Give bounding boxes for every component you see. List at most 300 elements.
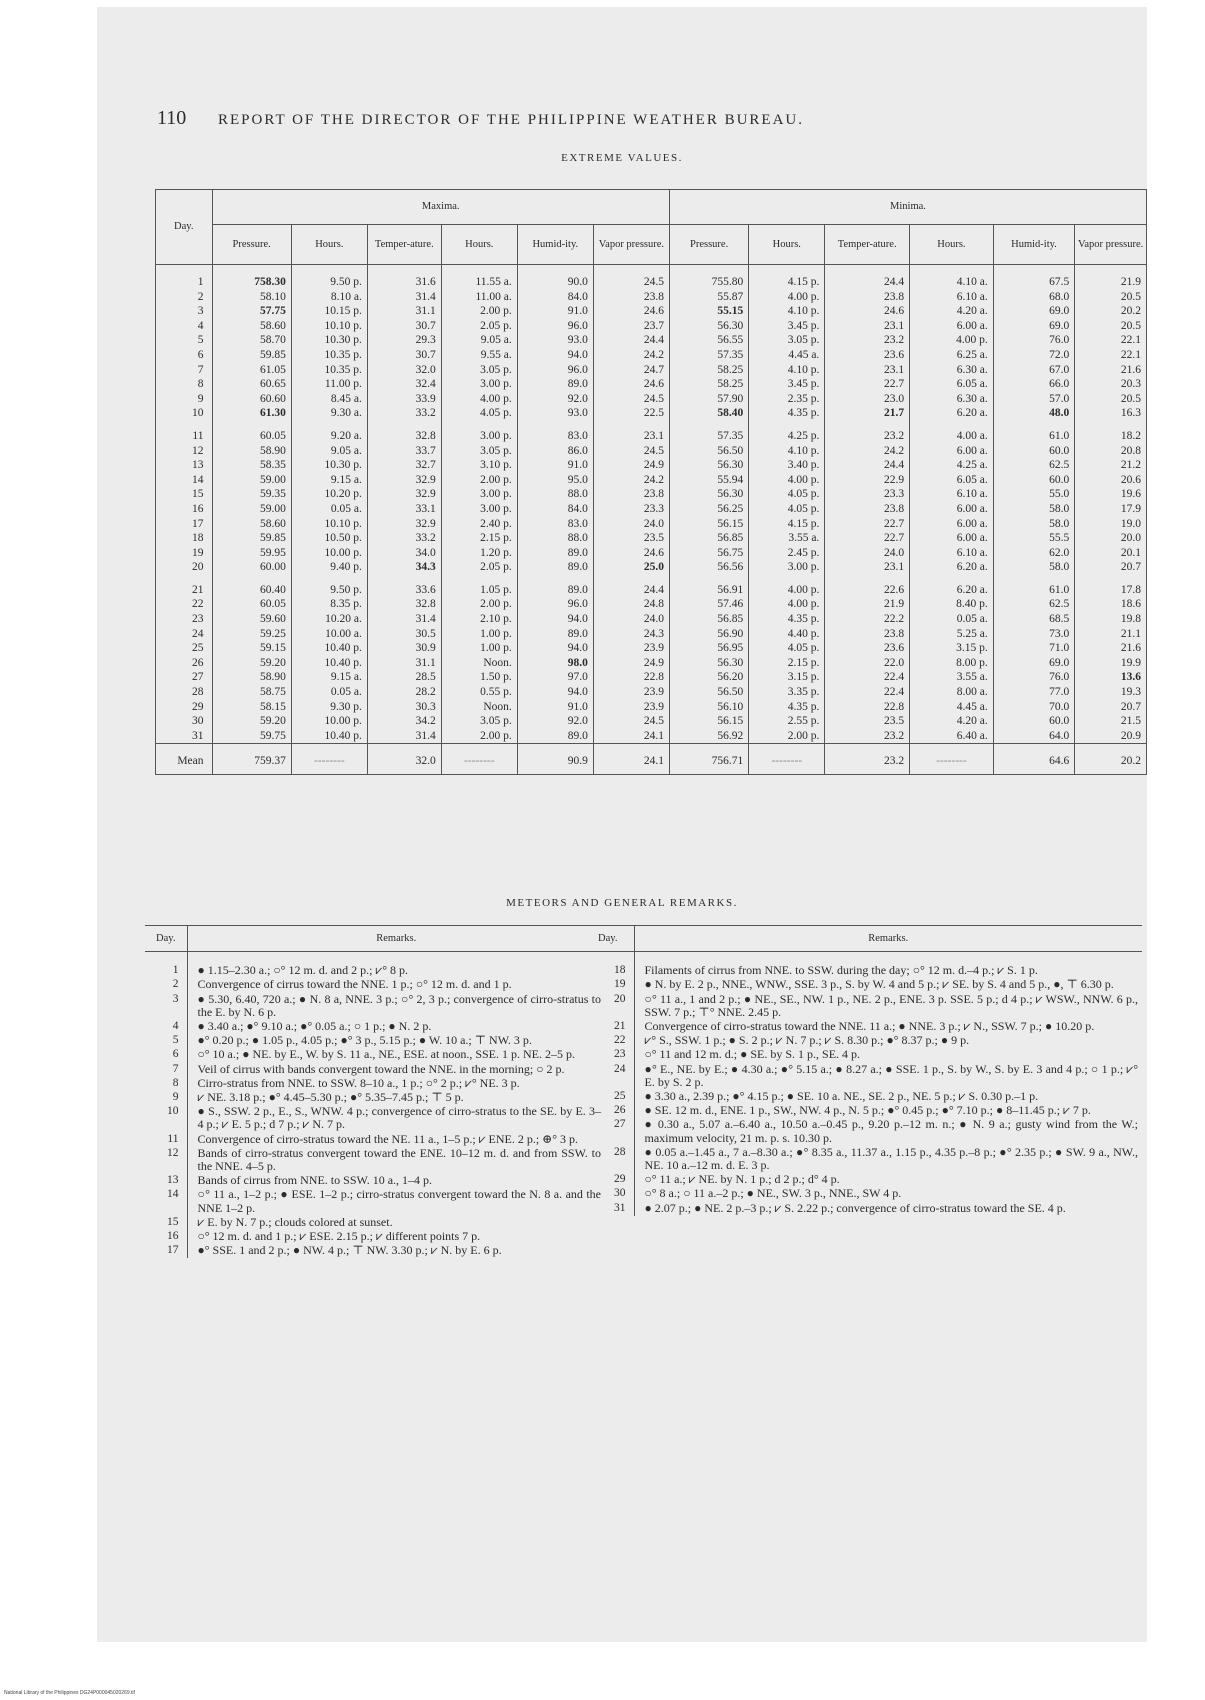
value-cell: 8.45 a.	[291, 392, 367, 407]
value-cell: 24.4	[825, 265, 910, 290]
value-cell: 4.00 a.	[910, 421, 994, 444]
remark-day: 17	[145, 1244, 187, 1258]
value-cell: 6.20 a.	[910, 560, 994, 575]
value-cell: 8.00 p.	[910, 656, 994, 671]
table-row	[156, 265, 1147, 290]
remark-day: 30	[582, 1187, 634, 1201]
value-cell: 3.00 p.	[441, 502, 517, 517]
value-cell: 6.20 a.	[910, 575, 994, 598]
value-cell: 69.0	[993, 304, 1074, 319]
value-cell: 2.00 p.	[441, 597, 517, 612]
value-cell: 56.15	[669, 517, 748, 532]
value-cell: 66.0	[993, 377, 1074, 392]
value-cell: 76.0	[993, 333, 1074, 348]
value-cell: 3.00 p.	[749, 560, 825, 575]
value-cell: 57.75	[212, 304, 291, 319]
value-cell: 31.6	[367, 265, 441, 290]
value-cell: 56.95	[669, 641, 748, 656]
value-cell: 56.55	[669, 333, 748, 348]
value-cell: 59.20	[212, 714, 291, 729]
value-cell: 4.10 p.	[749, 363, 825, 378]
value-cell: Noon.	[441, 700, 517, 715]
value-cell: 10.20 a.	[291, 612, 367, 627]
value-cell: 32.9	[367, 473, 441, 488]
remark-day: 27	[582, 1118, 634, 1145]
value-cell: 60.05	[212, 421, 291, 444]
remark-row	[582, 952, 1142, 979]
value-cell: 33.6	[367, 575, 441, 598]
remark-text: Convergence of cirro-stratus toward the NNE. 11 a.; ● NNE. 3 p.; ⩗ N., SSW. 7 p.; ● 10.20 p.	[644, 1019, 1095, 1034]
value-cell: 58.70	[212, 333, 291, 348]
value-cell: 96.0	[517, 363, 593, 378]
value-cell: 4.00 p.	[441, 392, 517, 407]
day-cell: 21	[156, 575, 213, 598]
value-cell: 21.9	[825, 597, 910, 612]
value-cell: 6.00 a.	[910, 531, 994, 546]
value-cell: 6.10 a.	[910, 290, 994, 305]
value-cell: 94.0	[517, 641, 593, 656]
remark-day: 1	[145, 952, 187, 979]
value-cell: 92.0	[517, 714, 593, 729]
value-cell: 18.2	[1075, 421, 1147, 444]
mean-value: --------	[910, 744, 994, 775]
remark-row	[582, 1187, 1142, 1201]
value-cell: 24.8	[593, 597, 669, 612]
maxima-header: Maxima.	[212, 190, 669, 225]
column-header: Hours.	[291, 225, 367, 265]
value-cell: 30.7	[367, 348, 441, 363]
remarks-table-right	[582, 925, 1142, 1216]
value-cell: 16.3	[1075, 406, 1147, 421]
day-cell: 13	[156, 458, 213, 473]
value-cell: 24.1	[593, 729, 669, 744]
remark-row	[145, 1077, 605, 1091]
value-cell: 13.6	[1075, 670, 1147, 685]
page-header	[157, 107, 1117, 130]
remark-day: 31	[582, 1202, 634, 1216]
value-cell: 20.9	[1075, 729, 1147, 744]
value-cell: 4.00 p.	[749, 575, 825, 598]
remark-text: ⩗° S., SSW. 1 p.; ● S. 2 p.; ⩗ N. 7 p.; ⩗ S. 8.30 p.; ●° 8.37 p.; ● 9 p.	[644, 1033, 970, 1048]
value-cell: 20.8	[1075, 444, 1147, 459]
value-cell: 23.1	[825, 560, 910, 575]
value-cell: 22.6	[825, 575, 910, 598]
value-cell: 58.25	[669, 363, 748, 378]
column-header: Hours.	[910, 225, 994, 265]
value-cell: 10.15 p.	[291, 304, 367, 319]
value-cell: 20.2	[1075, 304, 1147, 319]
value-cell: 1.05 p.	[441, 575, 517, 598]
mean-value: --------	[441, 744, 517, 775]
table-row	[156, 700, 1147, 715]
value-cell: 96.0	[517, 319, 593, 334]
value-cell: 24.6	[593, 546, 669, 561]
value-cell: 56.30	[669, 319, 748, 334]
value-cell: 30.3	[367, 700, 441, 715]
remark-day: 3	[145, 993, 187, 1020]
value-cell: 58.25	[669, 377, 748, 392]
remark-row	[145, 1091, 605, 1105]
table-row	[156, 685, 1147, 700]
remark-text: ○° 11 a., 1–2 p.; ● ESE. 1–2 p.; cirro-stratus convergent toward the N. 8 a. and the NNE 1–2 p.	[197, 1187, 601, 1215]
value-cell: 3.05 p.	[441, 363, 517, 378]
value-cell: 24.2	[825, 444, 910, 459]
remark-text: ○° 12 m. d. and 1 p.; ⩗ ESE. 2.15 p.; ⩗ different points 7 p.	[197, 1229, 481, 1244]
value-cell: 33.7	[367, 444, 441, 459]
value-cell: 31.1	[367, 304, 441, 319]
day-cell: 26	[156, 656, 213, 671]
value-cell: 6.00 a.	[910, 502, 994, 517]
remark-day: 22	[582, 1034, 634, 1048]
value-cell: 9.50 p.	[291, 575, 367, 598]
value-cell: 9.50 p.	[291, 265, 367, 290]
value-cell: 4.20 a.	[910, 714, 994, 729]
value-cell: 23.3	[825, 487, 910, 502]
value-cell: 62.5	[993, 458, 1074, 473]
column-header: Humid-ity.	[993, 225, 1074, 265]
column-header: Pressure.	[212, 225, 291, 265]
remark-day: 10	[145, 1105, 187, 1132]
running-title: REPORT OF THE DIRECTOR OF THE PHILIPPINE WEATHER BUREAU.	[218, 112, 805, 128]
value-cell: 59.25	[212, 627, 291, 642]
value-cell: 8.40 p.	[910, 597, 994, 612]
value-cell: 9.15 a.	[291, 473, 367, 488]
value-cell: 94.0	[517, 348, 593, 363]
value-cell: 4.00 p.	[749, 290, 825, 305]
value-cell: 10.35 p.	[291, 363, 367, 378]
remark-text: ○° 10 a.; ● NE. by E., W. by S. 11 a., NE., ESE. at noon., SSE. 1 p. NE. 2–5 p.	[197, 1047, 576, 1062]
value-cell: 4.05 p.	[749, 487, 825, 502]
remark-row	[145, 1230, 605, 1244]
value-cell: 24.5	[593, 392, 669, 407]
value-cell: 56.30	[669, 487, 748, 502]
day-cell: 22	[156, 597, 213, 612]
value-cell: 6.30 a.	[910, 363, 994, 378]
value-cell: 89.0	[517, 729, 593, 744]
value-cell: 3.45 p.	[749, 377, 825, 392]
value-cell: 88.0	[517, 531, 593, 546]
value-cell: 20.5	[1075, 290, 1147, 305]
value-cell: 10.40 p.	[291, 729, 367, 744]
value-cell: 64.0	[993, 729, 1074, 744]
day-column-header: Day.	[156, 190, 213, 265]
value-cell: 28.5	[367, 670, 441, 685]
table-row	[156, 363, 1147, 378]
value-cell: 4.00 p.	[749, 597, 825, 612]
value-cell: 60.0	[993, 714, 1074, 729]
remark-day: 20	[582, 993, 634, 1020]
remark-row	[582, 978, 1142, 992]
value-cell: 59.95	[212, 546, 291, 561]
remark-day: 11	[145, 1133, 187, 1147]
value-cell: 1.50 p.	[441, 670, 517, 685]
value-cell: 23.8	[825, 290, 910, 305]
value-cell: 4.35 p.	[749, 700, 825, 715]
value-cell: 31.4	[367, 290, 441, 305]
mean-value: 23.2	[825, 744, 910, 775]
value-cell: 68.5	[993, 612, 1074, 627]
day-cell: 23	[156, 612, 213, 627]
remark-day: 9	[145, 1091, 187, 1105]
remark-day: 29	[582, 1173, 634, 1187]
day-cell: 27	[156, 670, 213, 685]
day-cell: 1	[156, 265, 213, 290]
value-cell: 24.9	[593, 458, 669, 473]
value-cell: 59.75	[212, 729, 291, 744]
remark-row	[582, 1173, 1142, 1187]
remark-text: ●° SSE. 1 and 2 p.; ● NW. 4 p.; ⊤ NW. 3.30 p.; ⩗ N. by E. 6 p.	[197, 1243, 502, 1258]
value-cell: 4.15 p.	[749, 517, 825, 532]
extreme-values-table	[155, 189, 1147, 775]
remark-text: ● 5.30, 6.40, 720 a.; ● N. 8 a, NNE. 3 p.; ○° 2, 3 p.; convergence of cirro-stratus to the E. by N. 6 p.	[197, 991, 601, 1019]
value-cell: 21.9	[1075, 265, 1147, 290]
value-cell: 91.0	[517, 700, 593, 715]
day-cell: 8	[156, 377, 213, 392]
remark-text: ⩗ NE. 3.18 p.; ●° 4.45–5.30 p.; ●° 5.35–7.45 p.; ⊤ 5 p.	[197, 1090, 464, 1105]
value-cell: 6.05 a.	[910, 377, 994, 392]
value-cell: 91.0	[517, 458, 593, 473]
value-cell: 11.00 p.	[291, 377, 367, 392]
value-cell: 10.10 p.	[291, 517, 367, 532]
minima-header: Minima.	[669, 190, 1146, 225]
value-cell: 10.40 p.	[291, 656, 367, 671]
value-cell: 17.9	[1075, 502, 1147, 517]
remark-row	[145, 1020, 605, 1034]
value-cell: 96.0	[517, 597, 593, 612]
column-header: Vapor pressure.	[593, 225, 669, 265]
value-cell: 2.40 p.	[441, 517, 517, 532]
value-cell: 6.40 a.	[910, 729, 994, 744]
value-cell: 9.05 a.	[441, 333, 517, 348]
remarks-day-header: Day.	[582, 926, 634, 952]
value-cell: 24.6	[593, 377, 669, 392]
value-cell: 17.8	[1075, 575, 1147, 598]
table-row	[156, 487, 1147, 502]
value-cell: 19.3	[1075, 685, 1147, 700]
value-cell: 4.45 a.	[910, 700, 994, 715]
mean-value: 20.2	[1075, 744, 1147, 775]
value-cell: 6.30 a.	[910, 392, 994, 407]
value-cell: 23.9	[593, 641, 669, 656]
remark-text: ● 2.07 p.; ● NE. 2 p.–3 p.; ⩗ S. 2.22 p.; convergence of cirro-stratus toward the SE. 4 p.	[644, 1200, 1066, 1215]
value-cell: 61.0	[993, 575, 1074, 598]
value-cell: 1.20 p.	[441, 546, 517, 561]
value-cell: 62.5	[993, 597, 1074, 612]
remark-day: 16	[145, 1230, 187, 1244]
value-cell: 8.10 a.	[291, 290, 367, 305]
value-cell: 6.20 a.	[910, 406, 994, 421]
table-row	[156, 473, 1147, 488]
value-cell: 6.00 a.	[910, 319, 994, 334]
remark-text: ○° 11 and 12 m. d.; ● SE. by S. 1 p., SE. 4 p.	[644, 1047, 861, 1062]
value-cell: 20.3	[1075, 377, 1147, 392]
value-cell: 56.30	[669, 656, 748, 671]
value-cell: 3.55 a.	[910, 670, 994, 685]
day-cell: 16	[156, 502, 213, 517]
value-cell: 56.50	[669, 685, 748, 700]
value-cell: 4.00 p.	[910, 333, 994, 348]
value-cell: 2.55 p.	[749, 714, 825, 729]
remark-row	[145, 1244, 605, 1258]
value-cell: 86.0	[517, 444, 593, 459]
table-row	[156, 304, 1147, 319]
value-cell: 1.00 p.	[441, 641, 517, 656]
value-cell: 23.6	[825, 641, 910, 656]
table-row	[156, 729, 1147, 744]
value-cell: 6.10 a.	[910, 487, 994, 502]
value-cell: 58.0	[993, 502, 1074, 517]
mean-value: 90.9	[517, 744, 593, 775]
value-cell: 22.5	[593, 406, 669, 421]
value-cell: 57.0	[993, 392, 1074, 407]
value-cell: 23.3	[593, 502, 669, 517]
value-cell: 32.4	[367, 377, 441, 392]
remarks-header: Remarks.	[187, 926, 605, 952]
value-cell: 59.00	[212, 502, 291, 517]
value-cell: 10.00 p.	[291, 714, 367, 729]
remark-day: 8	[145, 1077, 187, 1091]
value-cell: 8.35 p.	[291, 597, 367, 612]
value-cell: 58.0	[993, 517, 1074, 532]
value-cell: 32.8	[367, 421, 441, 444]
value-cell: 23.2	[825, 729, 910, 744]
value-cell: 21.6	[1075, 641, 1147, 656]
column-header: Temper-ature.	[825, 225, 910, 265]
value-cell: 98.0	[517, 656, 593, 671]
value-cell: 10.10 p.	[291, 319, 367, 334]
value-cell: 59.35	[212, 487, 291, 502]
value-cell: 21.5	[1075, 714, 1147, 729]
day-cell: 20	[156, 560, 213, 575]
value-cell: 31.1	[367, 656, 441, 671]
value-cell: 3.00 p.	[441, 421, 517, 444]
value-cell: 73.0	[993, 627, 1074, 642]
value-cell: 18.6	[1075, 597, 1147, 612]
value-cell: 2.05 p.	[441, 319, 517, 334]
value-cell: 24.6	[593, 304, 669, 319]
day-cell: 4	[156, 319, 213, 334]
value-cell: 24.4	[593, 575, 669, 598]
remark-text: ● S., SSW. 2 p., E., S., WNW. 4 p.; convergence of cirro-stratus to the SE. by E. 3–4 p.; ⩗ E. 5 p.; d 7 p.; ⩗ N. 7 p.	[197, 1104, 601, 1132]
value-cell: 95.0	[517, 473, 593, 488]
value-cell: 23.7	[593, 319, 669, 334]
value-cell: 21.6	[1075, 363, 1147, 378]
value-cell: 22.7	[825, 517, 910, 532]
value-cell: 59.85	[212, 531, 291, 546]
value-cell: 4.05 p.	[441, 406, 517, 421]
value-cell: 10.35 p.	[291, 348, 367, 363]
value-cell: 92.0	[517, 392, 593, 407]
value-cell: 59.85	[212, 348, 291, 363]
value-cell: 24.5	[593, 444, 669, 459]
value-cell: 22.7	[825, 377, 910, 392]
remark-row	[145, 1048, 605, 1062]
column-header: Hours.	[441, 225, 517, 265]
value-cell: 25.0	[593, 560, 669, 575]
value-cell: 71.0	[993, 641, 1074, 656]
value-cell: 5.25 a.	[910, 627, 994, 642]
value-cell: 21.2	[1075, 458, 1147, 473]
value-cell: 56.56	[669, 560, 748, 575]
value-cell: 6.05 a.	[910, 473, 994, 488]
value-cell: 56.85	[669, 612, 748, 627]
value-cell: 56.90	[669, 627, 748, 642]
remark-row	[145, 993, 605, 1020]
day-cell: 2	[156, 290, 213, 305]
value-cell: 3.05 p.	[749, 333, 825, 348]
value-cell: 4.40 p.	[749, 627, 825, 642]
value-cell: 20.5	[1075, 392, 1147, 407]
remark-day: 2	[145, 978, 187, 992]
value-cell: 57.90	[669, 392, 748, 407]
remark-text: ○° 11 a.; ⩗ NE. by N. 1 p.; d 2 p.; d° 4 p.	[644, 1172, 840, 1187]
value-cell: 34.3	[367, 560, 441, 575]
table-row	[156, 290, 1147, 305]
value-cell: 72.0	[993, 348, 1074, 363]
mean-value: 759.37	[212, 744, 291, 775]
remark-row	[145, 1105, 605, 1132]
value-cell: 31.4	[367, 612, 441, 627]
value-cell: 6.10 a.	[910, 546, 994, 561]
value-cell: 4.00 p.	[749, 473, 825, 488]
day-cell: 9	[156, 392, 213, 407]
day-cell: 7	[156, 363, 213, 378]
remark-day: 15	[145, 1216, 187, 1230]
remark-text: ●° 0.20 p.; ● 1.05 p., 4.05 p.; ●° 3 p., 5.15 p.; ● W. 10 a.; ⊤ NW. 3 p.	[197, 1033, 532, 1048]
value-cell: 84.0	[517, 502, 593, 517]
value-cell: 20.7	[1075, 560, 1147, 575]
value-cell: 62.0	[993, 546, 1074, 561]
value-cell: 23.6	[825, 348, 910, 363]
value-cell: 10.40 p.	[291, 641, 367, 656]
mean-value: 64.6	[993, 744, 1074, 775]
value-cell: 22.8	[593, 670, 669, 685]
value-cell: 89.0	[517, 627, 593, 642]
value-cell: 60.60	[212, 392, 291, 407]
value-cell: 22.7	[825, 531, 910, 546]
value-cell: 94.0	[517, 612, 593, 627]
remark-row	[145, 1133, 605, 1147]
value-cell: 2.00 p.	[749, 729, 825, 744]
value-cell: 23.2	[825, 333, 910, 348]
value-cell: 2.15 p.	[441, 531, 517, 546]
value-cell: 93.0	[517, 406, 593, 421]
remark-row	[145, 1174, 605, 1188]
value-cell: 31.4	[367, 729, 441, 744]
value-cell: 23.1	[825, 319, 910, 334]
day-cell: 12	[156, 444, 213, 459]
table-row	[156, 444, 1147, 459]
value-cell: 33.1	[367, 502, 441, 517]
value-cell: 67.5	[993, 265, 1074, 290]
value-cell: 58.90	[212, 670, 291, 685]
value-cell: 33.2	[367, 531, 441, 546]
value-cell: 4.10 p.	[749, 444, 825, 459]
value-cell: 56.10	[669, 700, 748, 715]
value-cell: 6.25 a.	[910, 348, 994, 363]
value-cell: 21.1	[1075, 627, 1147, 642]
remark-text: Bands of cirrus from NNE. to SSW. 10 a., 1–4 p.	[197, 1173, 433, 1188]
value-cell: 23.9	[593, 685, 669, 700]
value-cell: 3.15 p.	[910, 641, 994, 656]
table-row	[156, 575, 1147, 598]
value-cell: 4.10 p.	[749, 304, 825, 319]
table-row	[156, 502, 1147, 517]
value-cell: 22.4	[825, 670, 910, 685]
value-cell: 6.00 a.	[910, 517, 994, 532]
value-cell: 56.91	[669, 575, 748, 598]
day-cell: 11	[156, 421, 213, 444]
